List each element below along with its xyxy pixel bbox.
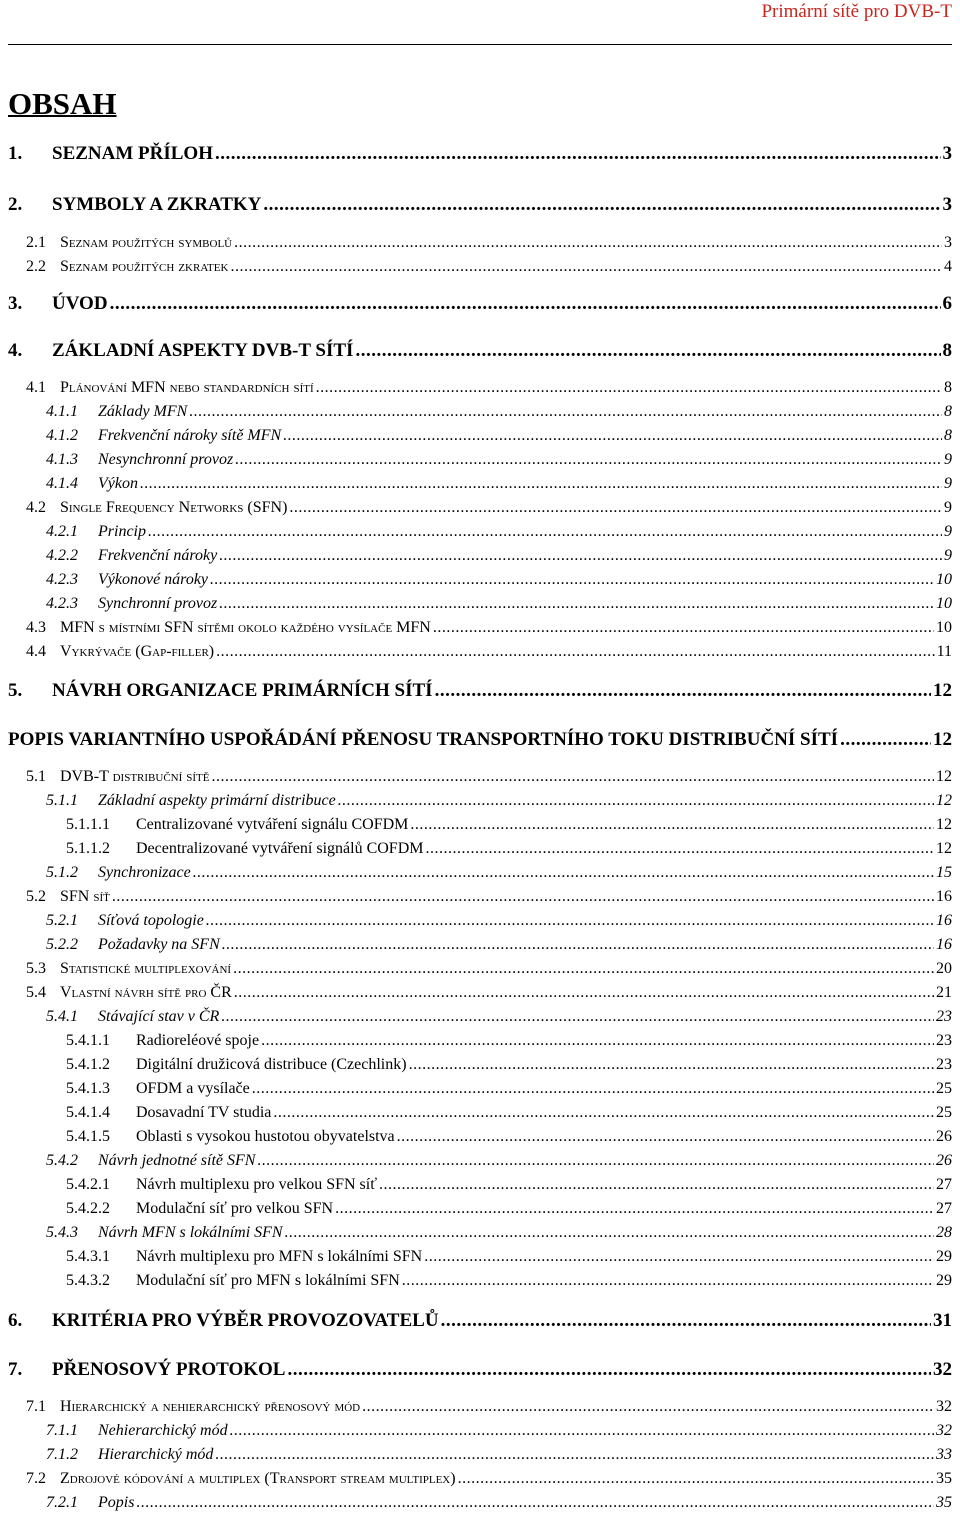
toc-title: OBSAH [8, 86, 117, 121]
toc-leader-dots [458, 1468, 934, 1490]
toc-entry-label: Hierarchický mód [98, 1446, 214, 1463]
toc-leader-dots [261, 1030, 934, 1052]
toc-leader-dots [136, 1492, 934, 1514]
toc-entry-page: 32 [936, 1398, 952, 1415]
toc-entry-label: Oblasti s vysokou hustotou obyvatelstva [136, 1128, 395, 1145]
toc-leader-dots [402, 1270, 934, 1292]
toc-leader-dots [211, 766, 934, 788]
toc-entry-label: Frekvenční nároky sítě MFN [98, 427, 282, 444]
toc-entry[interactable] [46, 449, 952, 471]
toc-entry-number: 7.2 [26, 1470, 46, 1487]
toc-entry[interactable] [26, 232, 952, 254]
toc-leader-dots [230, 1420, 934, 1442]
toc-entry[interactable] [46, 401, 952, 423]
toc-entry-number: 5.4.2.2 [66, 1200, 110, 1217]
toc-entry[interactable] [8, 340, 952, 362]
toc-entry-number: 4.1.1 [46, 403, 78, 420]
toc-leader-dots [316, 377, 942, 399]
toc-leader-dots [233, 958, 934, 980]
toc-entry-number: 1. [8, 143, 23, 164]
toc-entry-label: Návrh jednotné sítě SFN [98, 1152, 256, 1169]
toc-entry-page: 35 [936, 1470, 952, 1487]
toc-entry-label: Návrh multiplexu pro MFN s lokálními SFN [136, 1248, 423, 1265]
toc-leader-dots [285, 1222, 934, 1244]
toc-entry[interactable] [46, 593, 952, 615]
toc-entry-page: 15 [936, 864, 952, 881]
toc-entry-number: 5.1.1 [46, 792, 78, 809]
toc-entry[interactable] [26, 641, 952, 663]
toc-leader-dots [338, 790, 934, 812]
toc-leader-dots [234, 232, 942, 254]
toc-entry-page: 29 [936, 1248, 952, 1265]
toc-entry-number: 5.4.3.1 [66, 1248, 110, 1265]
toc-entry-page: 8 [944, 403, 952, 420]
toc-entry-label: Centralizované vytváření signálu COFDM [136, 816, 409, 833]
toc-entry-page: 8 [942, 340, 952, 361]
toc-entry-label: Návrh multiplexu pro velkou SFN síť [136, 1176, 378, 1193]
toc-entry-page: 26 [936, 1152, 952, 1169]
toc-entry-page: 3 [942, 143, 952, 164]
toc-entry-number: 4.1.4 [46, 475, 78, 492]
toc-entry-label: Modulační síť pro velkou SFN [136, 1200, 334, 1217]
toc-entry-page: 25 [936, 1080, 952, 1097]
toc-entry-page: 9 [944, 475, 952, 492]
toc-entry-number: 5.2.2 [46, 936, 78, 953]
toc-entry[interactable] [46, 790, 952, 812]
toc-entry-label: KRITÉRIA PRO VÝBĚR PROVOZOVATELŮ [52, 1310, 439, 1331]
toc-entry-label: SEZNAM PŘÍLOH [52, 143, 213, 164]
toc-entry-number: 5.4.1.3 [66, 1080, 110, 1097]
toc-leader-dots [216, 641, 934, 663]
toc-entry-page: 31 [933, 1310, 952, 1331]
toc-entry[interactable] [46, 1444, 952, 1466]
toc-entry[interactable] [46, 1420, 952, 1442]
toc-entry-label: Vykrývače (Gap-filler) [60, 643, 215, 660]
toc-entry-page: 23 [936, 1032, 952, 1049]
toc-entry[interactable] [26, 256, 952, 278]
toc-entry-label: Výkonové nároky [98, 571, 209, 588]
toc-entry-label: Seznam použitých symbolů [60, 234, 233, 251]
toc-entry-number: 5.1.2 [46, 864, 78, 881]
toc-entry-label: Radioreléové spoje [136, 1032, 260, 1049]
toc-entry-number: 5.4.1.1 [66, 1032, 110, 1049]
toc-entry-label: Vlastní návrh sítě pro ČR [60, 984, 232, 1001]
toc-entry[interactable] [8, 143, 952, 165]
toc-entry-label: Frekvenční nároky [98, 547, 218, 564]
toc-entry-label: Stávající stav v ČR [98, 1008, 220, 1025]
toc-leader-dots [110, 293, 941, 315]
toc-entry-label: Síťová topologie [98, 912, 204, 929]
toc-entry-label: POPIS VARIANTNÍHO USPOŘÁDÁNÍ PŘENOSU TRANSPORTNÍHO TOKU DISTRIBUČNÍ SÍTÍ [8, 729, 839, 750]
toc-leader-dots [425, 838, 934, 860]
toc-entry[interactable] [66, 1078, 952, 1100]
toc-entry-number: 5.4.1.5 [66, 1128, 110, 1145]
toc-entry[interactable] [26, 1468, 952, 1490]
toc-leader-dots [283, 425, 942, 447]
toc-entry-page: 23 [936, 1056, 952, 1073]
toc-leader-dots [148, 521, 942, 543]
toc-leader-dots [252, 1078, 934, 1100]
toc-entry-page: 8 [944, 427, 952, 444]
toc-entry[interactable] [26, 958, 952, 980]
toc-entry-label: Decentralizované vytváření signálů COFDM [136, 840, 424, 857]
toc-entry[interactable] [46, 910, 952, 932]
toc-entry-label: Výkon [98, 475, 138, 492]
toc-entry[interactable] [46, 569, 952, 591]
toc-leader-dots [234, 982, 934, 1004]
toc-entry-number: 5.4.3.2 [66, 1272, 110, 1289]
toc-entry[interactable] [46, 1492, 952, 1514]
toc-leader-dots [230, 256, 942, 278]
toc-entry-page: 12 [936, 792, 952, 809]
toc-entry-page: 21 [936, 984, 952, 1001]
toc-entry-page: 3 [944, 234, 952, 251]
toc-entry[interactable] [66, 1246, 952, 1268]
toc-entry-page: 10 [936, 571, 952, 588]
toc-entry-label: Synchronní provoz [98, 595, 218, 612]
toc-leader-dots [397, 1126, 934, 1148]
toc-entry-page: 8 [944, 379, 952, 396]
toc-entry-page: 23 [936, 1008, 952, 1025]
toc-entry-page: 16 [936, 888, 952, 905]
toc-entry-page: 12 [933, 729, 952, 750]
toc-leader-dots [215, 143, 941, 165]
toc-entry-page: 11 [936, 643, 952, 660]
toc-entry-page: 27 [936, 1200, 952, 1217]
toc-leader-dots [379, 1174, 934, 1196]
toc-entry-label: Digitální družicová distribuce (Czechlink) [136, 1056, 407, 1073]
toc-entry-number: 4.1.3 [46, 451, 78, 468]
toc-entry-label: Základy MFN [98, 403, 188, 420]
toc-entry[interactable] [26, 497, 952, 519]
toc-entry[interactable] [46, 1222, 952, 1244]
toc-entry[interactable] [66, 1270, 952, 1292]
toc-entry-number: 4.1 [26, 379, 46, 396]
toc-entry-label: SFN síť [60, 888, 110, 905]
toc-entry[interactable] [8, 680, 952, 702]
toc-entry-number: 5.4.1.4 [66, 1104, 110, 1121]
toc-entry[interactable] [46, 545, 952, 567]
toc-entry[interactable] [46, 1006, 952, 1028]
toc-entry-number: 7.1.2 [46, 1446, 78, 1463]
toc-entry-page: 32 [933, 1359, 952, 1380]
toc-entry-page: 12 [936, 840, 952, 857]
toc-entry-page: 29 [936, 1272, 952, 1289]
toc-entry-number: 5.2 [26, 888, 46, 905]
toc-entry-page: 16 [936, 936, 952, 953]
toc-entry-label: Plánování MFN nebo standardních sítí [60, 379, 314, 396]
toc-entry[interactable] [46, 934, 952, 956]
toc-entry-label: Návrh MFN s lokálními SFN [98, 1224, 283, 1241]
toc-entry-label: Nehierarchický mód [98, 1422, 228, 1439]
toc-entry-label: Dosavadní TV studia [136, 1104, 272, 1121]
toc-leader-dots [222, 934, 934, 956]
toc-leader-dots [221, 1006, 934, 1028]
toc-entry[interactable] [46, 1150, 952, 1172]
toc-entry-label: DVB-T distribuční sítě [60, 768, 210, 785]
toc-entry-page: 20 [936, 960, 952, 977]
toc-entry-page: 6 [942, 293, 952, 314]
toc-entry[interactable] [8, 1359, 952, 1381]
toc-entry-label: Zdrojové kódování a multiplex (Transport stream multiplex) [60, 1470, 456, 1487]
toc-leader-dots [289, 497, 942, 519]
toc-entry-label: Single Frequency Networks (SFN) [60, 499, 288, 516]
toc-entry-page: 9 [944, 547, 952, 564]
toc-entry-number: 5.4.2 [46, 1152, 78, 1169]
toc-leader-dots [335, 1198, 934, 1220]
toc-entry-number: 5.1 [26, 768, 46, 785]
toc-leader-dots [287, 1359, 931, 1381]
toc-entry-page: 28 [936, 1224, 952, 1241]
toc-entry-number: 3. [8, 293, 23, 314]
toc-entry-page: 10 [936, 619, 952, 636]
toc-entry-page: 9 [944, 499, 952, 516]
toc-entry-number: 4.3 [26, 619, 46, 636]
toc-entry-label: NÁVRH ORGANIZACE PRIMÁRNÍCH SÍTÍ [52, 680, 433, 701]
toc-entry[interactable] [66, 1054, 952, 1076]
toc-leader-dots [263, 194, 940, 216]
toc-leader-dots [435, 680, 931, 702]
toc-entry-number: 5.4.3 [46, 1224, 78, 1241]
toc-entry-number: 4.2.1 [46, 523, 78, 540]
toc-entry-number: 7.2.1 [46, 1494, 78, 1511]
toc-entry-number: 5.3 [26, 960, 46, 977]
running-header: Primární sítě pro DVB-T [761, 1, 952, 22]
toc-entry-number: 4.2 [26, 499, 46, 516]
toc-entry-label: Hierarchický a nehierarchický přenosový mód [60, 1398, 361, 1415]
toc-entry[interactable] [66, 814, 952, 836]
toc-entry-number: 5.2.1 [46, 912, 78, 929]
toc-entry-label: Statistické multiplexování [60, 960, 232, 977]
toc-leader-dots [193, 862, 934, 884]
toc-entry-page: 12 [936, 816, 952, 833]
toc-entry[interactable] [66, 1126, 952, 1148]
toc-entry-page: 16 [936, 912, 952, 929]
toc-entry[interactable] [26, 886, 952, 908]
toc-leader-dots [840, 729, 931, 751]
toc-entry-label: Základní aspekty primární distribuce [98, 792, 336, 809]
toc-entry-number: 2. [8, 194, 23, 215]
toc-entry-page: 26 [936, 1128, 952, 1145]
toc-leader-dots [219, 545, 942, 567]
toc-entry-label: Princip [98, 523, 146, 540]
toc-entry-label: Požadavky na SFN [98, 936, 220, 953]
toc-entry[interactable] [46, 425, 952, 447]
toc-leader-dots [355, 340, 940, 362]
toc-entry-page: 32 [936, 1422, 952, 1439]
toc-entry-page: 27 [936, 1176, 952, 1193]
toc-entry-number: 5.4.2.1 [66, 1176, 110, 1193]
toc-entry[interactable] [26, 982, 952, 1004]
toc-entry-number: 7.1 [26, 1398, 46, 1415]
toc-entry-page: 12 [936, 768, 952, 785]
toc-entry-label: Nesynchronní provoz [98, 451, 234, 468]
toc-entry-number: 4.2.3 [46, 571, 78, 588]
toc-entry-label: ÚVOD [52, 293, 108, 314]
toc-entry[interactable] [8, 293, 952, 315]
toc-entry-label: ZÁKLADNÍ ASPEKTY DVB-T SÍTÍ [52, 340, 354, 361]
toc-leader-dots [257, 1150, 934, 1172]
toc-entry-label: Synchronizace [98, 864, 191, 881]
toc-entry-number: 4.4 [26, 643, 46, 660]
toc-entry-page: 9 [944, 451, 952, 468]
toc-entry[interactable] [8, 729, 952, 751]
toc-entry[interactable] [46, 521, 952, 543]
toc-leader-dots [140, 473, 942, 495]
toc-leader-dots [424, 1246, 934, 1268]
toc-leader-dots [409, 1054, 934, 1076]
toc-entry-page: 10 [936, 595, 952, 612]
toc-entry-page: 3 [942, 194, 952, 215]
toc-leader-dots [362, 1396, 934, 1418]
toc-entry[interactable] [46, 473, 952, 495]
toc-entry[interactable] [66, 1174, 952, 1196]
toc-entry[interactable] [66, 1102, 952, 1124]
toc-entry-number: 5.4.1.2 [66, 1056, 110, 1073]
toc-entry[interactable] [8, 194, 952, 216]
toc-leader-dots [235, 449, 942, 471]
toc-entry[interactable] [26, 377, 952, 399]
toc-entry-label: Popis [98, 1494, 135, 1511]
toc-leader-dots [189, 401, 942, 423]
toc-entry[interactable] [8, 1310, 952, 1332]
toc-entry[interactable] [66, 1030, 952, 1052]
toc-entry[interactable] [26, 617, 952, 639]
toc-entry-label: Seznam použitých zkratek [60, 258, 229, 275]
toc-entry-number: 2.1 [26, 234, 46, 251]
toc-entry-number: 4.2.2 [46, 547, 78, 564]
toc-leader-dots [210, 569, 934, 591]
toc-entry[interactable] [46, 862, 952, 884]
toc-entry-number: 4.2.3 [46, 595, 78, 612]
toc-entry-number: 5. [8, 680, 23, 701]
toc-entry[interactable] [66, 1198, 952, 1220]
header-rule [8, 44, 952, 45]
toc-entry-number: 5.4.1 [46, 1008, 78, 1025]
toc-entry-number: 6. [8, 1310, 23, 1331]
toc-leader-dots [215, 1444, 934, 1466]
toc-leader-dots [112, 886, 934, 908]
toc-leader-dots [441, 1310, 931, 1332]
toc-entry-page: 4 [944, 258, 952, 275]
toc-entry[interactable] [66, 838, 952, 860]
toc-entry-page: 33 [936, 1446, 952, 1463]
toc-entry-label: SYMBOLY A ZKRATKY [52, 194, 262, 215]
toc-entry-label: OFDM a vysílače [136, 1080, 250, 1097]
toc-entry-number: 7. [8, 1359, 23, 1380]
toc-entry-number: 5.1.1.2 [66, 840, 110, 857]
toc-entry-number: 4.1.2 [46, 427, 78, 444]
toc-leader-dots [206, 910, 934, 932]
toc-entry-page: 25 [936, 1104, 952, 1121]
toc-entry-number: 5.4 [26, 984, 46, 1001]
toc-leader-dots [273, 1102, 934, 1124]
toc-entry[interactable] [26, 1396, 952, 1418]
toc-leader-dots [219, 593, 934, 615]
toc-entry-page: 9 [944, 523, 952, 540]
toc-entry-label: PŘENOSOVÝ PROTOKOL [52, 1359, 286, 1380]
toc-entry-page: 35 [936, 1494, 952, 1511]
toc-entry-number: 7.1.1 [46, 1422, 78, 1439]
toc-entry-number: 4. [8, 340, 23, 361]
toc-entry-number: 5.1.1.1 [66, 816, 110, 833]
toc-entry-number: 2.2 [26, 258, 46, 275]
toc-entry-label: MFN s místními SFN sítěmi okolo každého vysílače MFN [60, 619, 431, 636]
toc-leader-dots [433, 617, 934, 639]
toc-entry[interactable] [26, 766, 952, 788]
toc-entry-page: 12 [933, 680, 952, 701]
toc-entry-label: Modulační síť pro MFN s lokálními SFN [136, 1272, 400, 1289]
toc-leader-dots [410, 814, 934, 836]
